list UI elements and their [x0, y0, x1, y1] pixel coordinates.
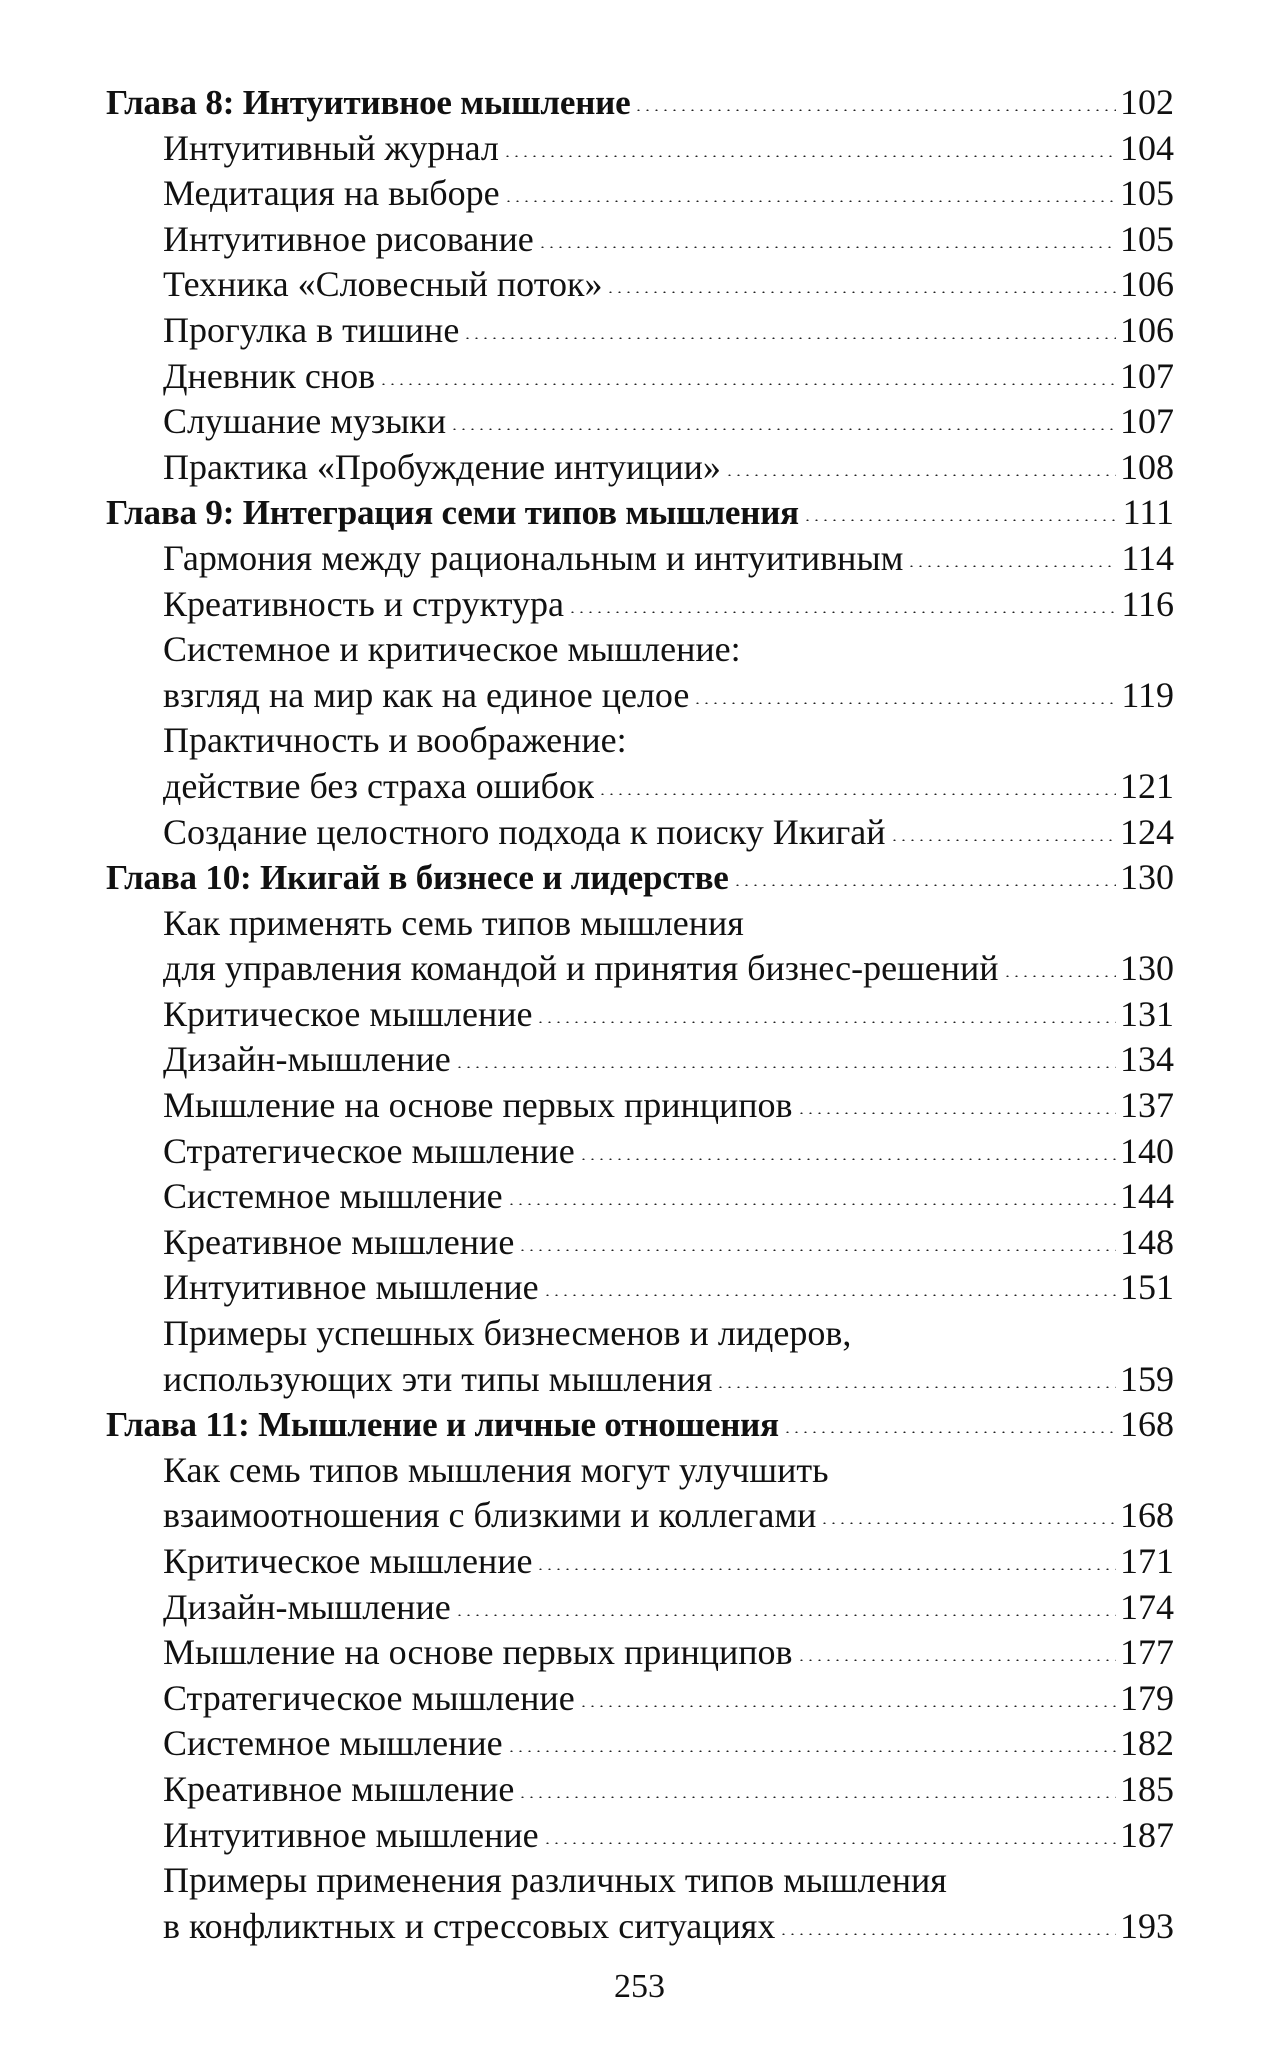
- toc-entry-title: Глава 10: Икигай в бизнесе и лидерстве: [106, 858, 729, 898]
- dot-leader: [518, 1249, 1116, 1251]
- toc-entry-title: Глава 11: Мышление и личные отношения: [106, 1405, 779, 1445]
- dot-leader: [783, 1431, 1116, 1433]
- dot-leader: [455, 1614, 1116, 1616]
- dot-leader: [518, 1796, 1116, 1798]
- toc-entry-page: 140: [1120, 1130, 1174, 1171]
- dot-leader: [536, 1568, 1116, 1570]
- dot-leader: [907, 565, 1117, 567]
- dot-leader: [797, 1112, 1116, 1114]
- dot-leader: [1003, 975, 1116, 977]
- toc-chapter-entry: [106, 80, 1174, 126]
- toc-section-entry: [106, 627, 1174, 673]
- toc-entry-page: 134: [1120, 1039, 1174, 1080]
- toc-entry-title: Слушание музыки: [163, 401, 447, 442]
- dot-leader: [634, 109, 1116, 111]
- toc-chapter-entry: [106, 855, 1174, 901]
- toc-entry-title: Медитация на выборе: [163, 173, 500, 214]
- toc-entry-title: для управления командой и принятия бизнес-решений: [163, 948, 999, 989]
- toc-entry-page: 106: [1120, 309, 1174, 350]
- toc-entry-title: Интуитивное мышление: [163, 1267, 539, 1308]
- dot-leader: [507, 1203, 1116, 1205]
- toc-entry-page: 130: [1120, 948, 1174, 989]
- toc-section-entry: [106, 673, 1174, 719]
- toc-entry-title: Дизайн-мышление: [163, 1586, 451, 1627]
- toc-section-entry: [106, 1539, 1174, 1585]
- toc-entry-title: в конфликтных и стрессовых ситуациях: [163, 1905, 776, 1946]
- toc-entry-title: Мышление на основе первых принципов: [163, 1632, 793, 1673]
- dot-leader: [538, 246, 1116, 248]
- toc-entry-title: Прогулка в тишине: [163, 309, 460, 350]
- toc-entry-page: 107: [1120, 401, 1174, 442]
- dot-leader: [568, 611, 1117, 613]
- toc-entry-title: Системное мышление: [163, 1723, 503, 1764]
- toc-entry-title: Критическое мышление: [163, 1541, 533, 1581]
- toc-entry-page: 114: [1121, 537, 1174, 578]
- toc-section-entry: [106, 1767, 1174, 1813]
- toc-entry-page: 182: [1120, 1723, 1174, 1764]
- toc-section-entry: [106, 1174, 1174, 1220]
- dot-leader: [507, 1750, 1116, 1752]
- toc-section-entry: [106, 308, 1174, 354]
- toc-entry-page: 137: [1120, 1085, 1174, 1126]
- toc-section-entry: [106, 992, 1174, 1038]
- dot-leader: [450, 428, 1116, 430]
- dot-leader: [379, 383, 1116, 385]
- dot-leader: [716, 1386, 1116, 1388]
- toc-section-entry: [106, 217, 1174, 263]
- toc-entry-page: 124: [1120, 811, 1174, 852]
- toc-entry-page: 193: [1120, 1905, 1174, 1946]
- toc-entry-title: Интуитивное мышление: [163, 1814, 539, 1855]
- toc-chapter-entry: [106, 1402, 1174, 1448]
- toc-entry-title: взгляд на мир как на единое целое: [163, 674, 690, 715]
- dot-leader: [579, 1705, 1116, 1707]
- toc-chapter-entry: [106, 490, 1174, 536]
- toc-entry-title: Как применять семь типов мышления: [163, 902, 744, 943]
- toc-section-entry: [106, 262, 1174, 308]
- toc-entry-page: 177: [1120, 1632, 1174, 1673]
- toc-section-entry: [106, 399, 1174, 445]
- toc-section-entry: [106, 582, 1174, 628]
- toc-entry-title: Как семь типов мышления могут улучшить: [163, 1449, 829, 1490]
- dot-leader: [503, 155, 1116, 157]
- dot-leader: [820, 1522, 1116, 1524]
- toc-entry-title: Критическое мышление: [163, 993, 533, 1034]
- toc-entry-page: 144: [1120, 1176, 1174, 1217]
- toc-entry-page: 148: [1120, 1221, 1174, 1262]
- toc-entry-title: Дневник снов: [163, 355, 376, 396]
- dot-leader: [725, 474, 1116, 476]
- toc-entry-title: Дизайн-мышление: [163, 1039, 451, 1080]
- toc-entry-page: 111: [1122, 492, 1174, 533]
- toc-section-entry: [106, 445, 1174, 491]
- toc-section-entry: [106, 1813, 1174, 1859]
- toc-entry-page: 131: [1120, 993, 1174, 1034]
- toc-entry-title: использующих эти типы мышления: [163, 1358, 713, 1399]
- toc-section-entry: [106, 1904, 1174, 1950]
- toc-entry-title: Системное мышление: [163, 1176, 503, 1217]
- toc-section-entry: [106, 536, 1174, 582]
- toc-section-entry: [106, 1721, 1174, 1767]
- toc-entry-title: Техника «Словесный поток»: [163, 264, 603, 305]
- toc-section-entry: [106, 1129, 1174, 1175]
- toc-entry-title: Практика «Пробуждение интуиции»: [163, 446, 721, 487]
- page-number: 253: [614, 1968, 665, 2005]
- dot-leader: [504, 200, 1116, 202]
- toc-section-entry: [106, 1493, 1174, 1539]
- toc-entry-page: 116: [1121, 583, 1174, 624]
- toc-entry-page: 168: [1120, 1404, 1174, 1445]
- toc-entry-page: 119: [1121, 674, 1174, 715]
- dot-leader: [693, 702, 1117, 704]
- toc-entry-page: 104: [1120, 127, 1174, 168]
- toc-section-entry: [106, 1220, 1174, 1266]
- toc-section-entry: [106, 901, 1174, 947]
- toc-entry-page: 106: [1120, 264, 1174, 305]
- toc-entry-title: действие без страха ошибок: [163, 765, 595, 806]
- dot-leader: [803, 519, 1119, 521]
- toc-entry-page: 174: [1120, 1586, 1174, 1627]
- toc-entry-title: Примеры применения различных типов мышления: [163, 1860, 947, 1901]
- dot-leader: [543, 1294, 1116, 1296]
- toc-entry-title: Интуитивное рисование: [163, 218, 534, 259]
- toc-entry-title: Мышление на основе первых принципов: [163, 1085, 793, 1126]
- toc-entry-page: 151: [1120, 1267, 1174, 1308]
- toc-section-entry: [106, 1265, 1174, 1311]
- toc-section-entry: [106, 1630, 1174, 1676]
- toc-entry-page: 130: [1120, 857, 1174, 898]
- toc-entry-title: Гармония между рациональным и интуитивным: [163, 537, 904, 578]
- toc-entry-title: Глава 9: Интеграция семи типов мышления: [106, 493, 799, 533]
- toc-section-entry: [106, 718, 1174, 764]
- toc-entry-title: Глава 8: Интуитивное мышление: [106, 83, 631, 122]
- toc-entry-title: Креативное мышление: [163, 1768, 515, 1809]
- toc-entry-page: 171: [1120, 1541, 1174, 1581]
- toc-entry-title: Практичность и воображение:: [163, 720, 627, 761]
- toc-section-entry: [106, 1357, 1174, 1403]
- toc-entry-title: Интуитивный журнал: [163, 127, 499, 168]
- toc-entry-title: Создание целостного подхода к поиску Икигай: [163, 811, 886, 852]
- toc-section-entry: [106, 1585, 1174, 1631]
- dot-leader: [606, 291, 1116, 293]
- toc-entry-page: 159: [1120, 1358, 1174, 1399]
- dot-leader: [536, 1021, 1116, 1023]
- toc-section-entry: [106, 1083, 1174, 1129]
- dot-leader: [779, 1933, 1116, 1935]
- toc-entry-page: 107: [1120, 355, 1174, 396]
- toc-entry-page: 168: [1120, 1495, 1174, 1536]
- toc-entry-page: 105: [1120, 218, 1174, 259]
- toc-section-entry: [106, 354, 1174, 400]
- dot-leader: [579, 1158, 1116, 1160]
- toc-section-entry: [106, 1448, 1174, 1494]
- toc-section-entry: [106, 764, 1174, 810]
- toc-entry-title: Стратегическое мышление: [163, 1130, 575, 1171]
- toc-entry-title: Системное и критическое мышление:: [163, 629, 741, 670]
- dot-leader: [455, 1066, 1116, 1068]
- dot-leader: [598, 793, 1116, 795]
- toc-section-entry: [106, 946, 1174, 992]
- toc-section-entry: [106, 810, 1174, 856]
- toc-entry-title: взаимоотношения с близкими и коллегами: [163, 1495, 817, 1536]
- toc-entry-page: 185: [1120, 1768, 1174, 1809]
- toc-entry-page: 108: [1120, 446, 1174, 487]
- toc-section-entry: [106, 1311, 1174, 1357]
- dot-leader: [890, 839, 1116, 841]
- dot-leader: [463, 337, 1116, 339]
- toc-entry-title: Креативность и структура: [163, 583, 564, 624]
- toc-entry-title: Креативное мышление: [163, 1221, 515, 1262]
- dot-leader: [543, 1842, 1116, 1844]
- toc-section-entry: [106, 1037, 1174, 1083]
- toc-section-entry: [106, 126, 1174, 172]
- table-of-contents: [106, 80, 1174, 1949]
- dot-leader: [733, 884, 1116, 886]
- toc-entry-page: 121: [1120, 765, 1174, 806]
- toc-entry-page: 102: [1120, 82, 1174, 122]
- toc-section-entry: [106, 1676, 1174, 1722]
- dot-leader: [797, 1659, 1116, 1661]
- toc-entry-page: 187: [1120, 1814, 1174, 1855]
- toc-entry-title: Примеры успешных бизнесменов и лидеров,: [163, 1313, 852, 1354]
- toc-entry-page: 105: [1120, 173, 1174, 214]
- toc-entry-title: Стратегическое мышление: [163, 1677, 575, 1718]
- toc-section-entry: [106, 1858, 1174, 1904]
- toc-section-entry: [106, 171, 1174, 217]
- toc-entry-page: 179: [1120, 1677, 1174, 1718]
